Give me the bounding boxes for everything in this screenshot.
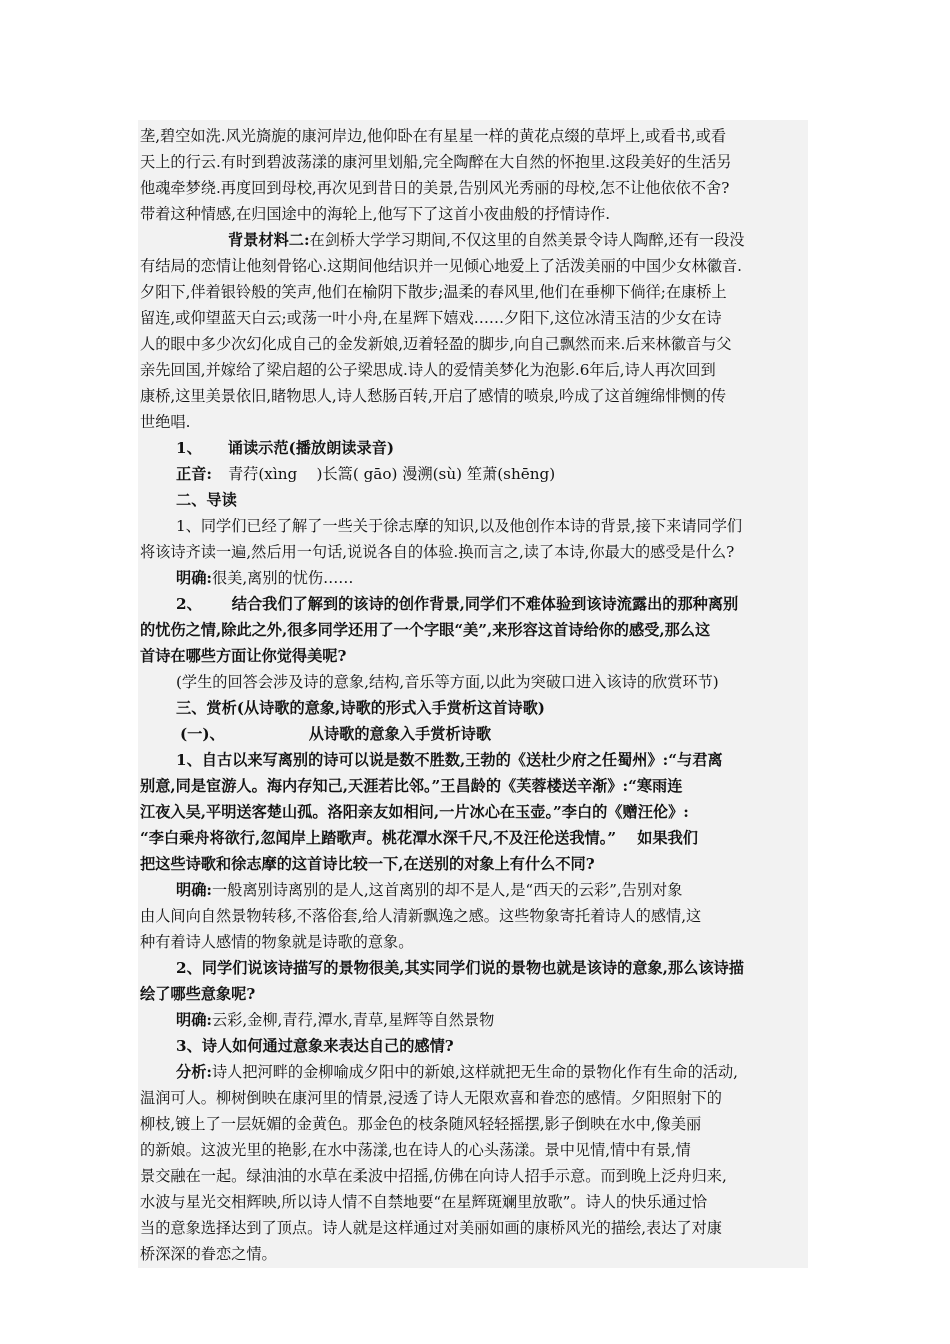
section-title: 三、赏析(从诗歌的意象,诗歌的形式入手赏析这首诗歌) — [176, 699, 545, 717]
analysis-text: 诗人把河畔的金柳喻成夕阳中的新娘,这样就把无生命的景物化作有生命的活动, — [211, 1063, 739, 1081]
note-line — [140, 670, 808, 694]
subsection-title: 从诗歌的意象入手赏析诗歌 — [308, 725, 491, 743]
paragraph-line — [140, 592, 808, 616]
paragraph-line: 由人间向自然景物转移,不落俗套,给人清新飘逸之感。这些物象寄托着诗人的感情,这 — [140, 907, 702, 925]
answer-label: 明确: — [176, 1011, 212, 1029]
paragraph-line: 首诗在哪些方面让你觉得美呢? — [140, 647, 347, 665]
paragraph-line: 桥深深的眷恋之情。 — [140, 1245, 277, 1263]
paragraph-line: 当的意象选择达到了顶点。诗人就是这样通过对美丽如画的康桥风光的描绘,表达了对康 — [140, 1219, 722, 1237]
paragraph-line: 别意,同是宦游人。海内存知己,天涯若比邻。”王昌龄的《芙蓉楼送辛渐》:“寒雨连 — [140, 777, 683, 795]
answer-line — [140, 1008, 808, 1032]
paragraph-line: 天上的行云.有时到碧波荡漾的康河里划船,完全陶醉在大自然的怀抱里.这段美好的生活另 — [140, 153, 732, 171]
paragraph-line: 世绝唱. — [140, 413, 191, 431]
paragraph-line: 的新娘。这波光里的艳影,在水中荡漾,也在诗人的心头荡漾。景中见情,情中有景,情 — [140, 1141, 691, 1159]
paragraph-line — [140, 748, 808, 772]
question-text: 3、诗人如何通过意象来表达自己的感情? — [176, 1037, 454, 1055]
background-material-2-label: 背景材料二: — [228, 231, 310, 249]
answer-text: 一般离别诗离别的是人,这首离别的却不是人,是“西天的云彩”,告别对象 — [211, 881, 683, 899]
paragraph-line: 景交融在一起。绿油油的水草在柔波中招摇,仿佛在向诗人招手示意。而到晚上泛舟归来, — [140, 1167, 727, 1185]
pronunciation-text: 青荇(xìng )长篙( gāo) 漫溯(sù) 笙萧(shēng) — [227, 465, 556, 483]
paragraph-line: 水波与星光交相辉映,所以诗人情不自禁地要“在星辉斑斓里放歌”。诗人的快乐通过恰 — [140, 1193, 708, 1211]
answer-text: 很美,离别的忧伤…… — [211, 569, 354, 587]
paragraph-line: 将该诗齐读一遍,然后用一句话,说说各自的体验.换而言之,读了本诗,你最大的感受是什么? — [140, 543, 735, 561]
paragraph-line: 带着这种情感,在归国途中的海轮上,他写下了这首小夜曲般的抒情诗作. — [140, 205, 611, 223]
paragraph-line: 绘了哪些意象呢? — [140, 985, 256, 1003]
paragraph-line: 他魂牵梦绕.再度回到母校,再次见到昔日的美景,告别风光秀丽的母校,怎不让他依依不舍? — [140, 179, 730, 197]
paragraph-line: 夕阳下,伴着银铃般的笑声,他们在榆阴下散步;温柔的春风里,他们在垂柳下倘徉;在康桥上 — [140, 283, 727, 301]
paragraph-line: 柳枝,镀上了一层妩媚的金黄色。那金色的枝条随风轻轻摇摆,影子倒映在水中,像美丽 — [140, 1115, 702, 1133]
paragraph-text: 在剑桥大学学习期间,不仅这里的自然美景令诗人陶醉,还有一段没 — [309, 231, 745, 249]
question-text: 结合我们了解到的该诗的创作背景,同学们不难体验到该诗流露出的那种离别 — [231, 595, 739, 613]
section-title: 二、导读 — [176, 491, 237, 509]
paragraph-line: 种有着诗人感情的物象就是诗歌的意象。 — [140, 933, 414, 951]
subsection-heading — [140, 722, 808, 746]
pronunciation-line — [140, 462, 808, 486]
note-text: (学生的回答会涉及诗的意象,结构,音乐等方面,以此为突破口进入该诗的欣赏环节) — [176, 673, 719, 691]
answer-label: 明确: — [176, 881, 212, 899]
paragraph-line — [140, 514, 808, 538]
paragraph-line: 的忧伤之情,除此之外,很多同学还用了一个字眼“美”,来形容这首诗给你的感受,那么这 — [140, 621, 711, 639]
paragraph-line: 留连,或仰望蓝天白云;或荡一叶小舟,在星辉下嬉戏……夕阳下,这位冰清玉洁的少女在诗 — [140, 309, 722, 327]
answer-text: 云彩,金柳,青荇,潭水,青草,星辉等自然景物 — [211, 1011, 495, 1029]
question-number: 2、 — [176, 595, 202, 613]
question-text: 2、同学们说该诗描写的景物很美,其实同学们说的景物也就是该诗的意象,那么该诗描 — [176, 959, 744, 977]
subsection-number: (一)、 — [180, 725, 225, 743]
answer-label: 明确: — [176, 569, 212, 587]
paragraph-line: “李白乘舟将欲行,忽闻岸上踏歌声。桃花潭水深千尺,不及汪伦送我情。” 如果我们 — [140, 829, 698, 847]
section-number: 1、 — [176, 439, 202, 457]
section-heading — [140, 436, 808, 460]
analysis-line — [140, 1060, 808, 1084]
paragraph-line: 垄,碧空如洗.风光旖旎的康河岸边,他仰卧在有星星一样的黄花点缀的草坪上,或看书,或看 — [140, 127, 727, 145]
paragraph-line: 温润可人。柳树倒映在康河里的情景,浸透了诗人无限欢喜和眷恋的感情。夕阳照射下的 — [140, 1089, 722, 1107]
paragraph-line — [140, 228, 808, 252]
question-text: 1、同学们已经了解了一些关于徐志摩的知识,以及他创作本诗的背景,接下来请同学们 — [176, 517, 743, 535]
section-title: 诵读示范(播放朗读录音) — [227, 439, 395, 457]
paragraph-line — [140, 956, 808, 980]
analysis-label: 分析: — [176, 1063, 212, 1081]
section-heading — [140, 488, 808, 512]
paragraph-line: 人的眼中多少次幻化成自己的金发新娘,迈着轻盈的脚步,向自己飘然而来.后来林徽音与父 — [140, 335, 732, 353]
section-heading — [140, 696, 808, 720]
paragraph-line: 江夜入吴,平明送客楚山孤。洛阳亲友如相问,一片冰心在玉壶。”李白的《赠汪伦》: — [140, 803, 689, 821]
question-text: 1、自古以来写离别的诗可以说是数不胜数,王勃的《送杜少府之任蜀州》:“与君离 — [176, 751, 723, 769]
paragraph-line — [140, 1034, 808, 1058]
answer-line — [140, 566, 808, 590]
paragraph-line: 把这些诗歌和徐志摩的这首诗比较一下,在送别的对象上有什么不同? — [140, 855, 595, 873]
answer-line — [140, 878, 808, 902]
paragraph-line: 有结局的恋情让他刻骨铭心.这期间他结识并一见倾心地爱上了活泼美丽的中国少女林徽音. — [140, 257, 742, 275]
paragraph-line: 亲先回国,并嫁给了梁启超的公子梁思成.诗人的爱情美梦化为泡影.6年后,诗人再次回到 — [140, 361, 716, 379]
pronunciation-label: 正音: — [176, 465, 212, 483]
paragraph-line: 康桥,这里美景依旧,睹物思人,诗人愁肠百转,开启了感情的喷泉,吟成了这首缠绵悱恻的传 — [140, 387, 727, 405]
